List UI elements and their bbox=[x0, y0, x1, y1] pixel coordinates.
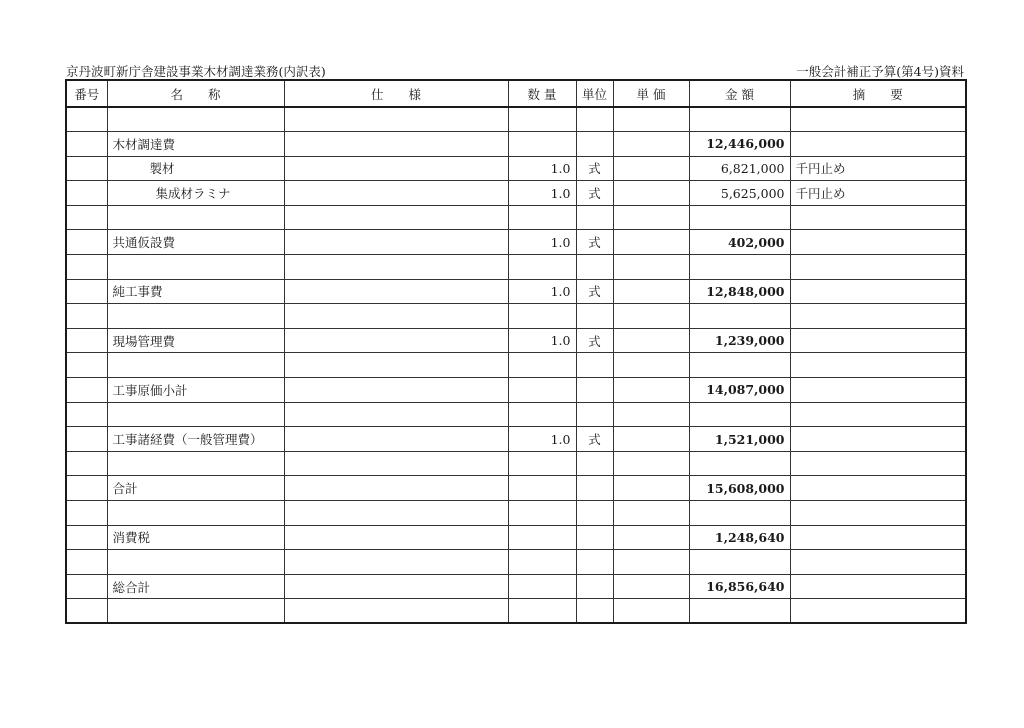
cell-spec bbox=[284, 574, 508, 599]
cell-note bbox=[790, 476, 966, 501]
table-row bbox=[66, 132, 966, 157]
table-row bbox=[66, 181, 966, 206]
cell-no bbox=[66, 476, 107, 501]
cell-amount bbox=[689, 550, 790, 575]
cell-spec bbox=[284, 427, 508, 452]
cell-qty bbox=[508, 402, 576, 427]
cell-price bbox=[613, 402, 689, 427]
cell-name: 木材調達費 bbox=[107, 132, 284, 157]
cell-spec bbox=[284, 402, 508, 427]
cell-spec bbox=[284, 279, 508, 304]
cell-qty bbox=[508, 378, 576, 403]
cell-amount: 16,856,640 bbox=[689, 574, 790, 599]
cell-name bbox=[107, 107, 284, 132]
cell-unit bbox=[576, 378, 613, 403]
cell-spec bbox=[284, 501, 508, 526]
cell-unit: 式 bbox=[576, 279, 613, 304]
table-row bbox=[66, 525, 966, 550]
cell-amount bbox=[689, 501, 790, 526]
cell-price bbox=[613, 205, 689, 230]
cell-price bbox=[613, 525, 689, 550]
cell-spec bbox=[284, 476, 508, 501]
cell-price bbox=[613, 328, 689, 353]
cell-no bbox=[66, 501, 107, 526]
table-row bbox=[66, 328, 966, 353]
header-qty: 数 量 bbox=[508, 80, 576, 107]
cell-price bbox=[613, 476, 689, 501]
table-row bbox=[66, 353, 966, 378]
cell-name: 総合計 bbox=[107, 574, 284, 599]
cell-price bbox=[613, 599, 689, 624]
table-row bbox=[66, 402, 966, 427]
cell-amount: 1,248,640 bbox=[689, 525, 790, 550]
cell-unit bbox=[576, 304, 613, 329]
cell-qty bbox=[508, 550, 576, 575]
cell-amount bbox=[689, 255, 790, 280]
cell-price bbox=[613, 156, 689, 181]
cell-spec bbox=[284, 353, 508, 378]
cell-name: 工事原価小計 bbox=[107, 378, 284, 403]
cell-name bbox=[107, 402, 284, 427]
cell-note bbox=[790, 427, 966, 452]
table-row bbox=[66, 205, 966, 230]
cell-amount bbox=[689, 451, 790, 476]
cell-name bbox=[107, 353, 284, 378]
table-row bbox=[66, 279, 966, 304]
cell-spec bbox=[284, 599, 508, 624]
cell-name bbox=[107, 501, 284, 526]
cell-note bbox=[790, 525, 966, 550]
cell-unit bbox=[576, 353, 613, 378]
cell-no bbox=[66, 550, 107, 575]
cell-name bbox=[107, 205, 284, 230]
document-title: 京丹波町新庁舎建設事業木材調達業務(内訳表) bbox=[66, 64, 326, 79]
cell-qty bbox=[508, 107, 576, 132]
cell-note bbox=[790, 230, 966, 255]
cell-note bbox=[790, 574, 966, 599]
cell-amount: 6,821,000 bbox=[689, 156, 790, 181]
cell-qty: 1.0 bbox=[508, 328, 576, 353]
cell-no bbox=[66, 599, 107, 624]
cell-name: 製材 bbox=[107, 156, 284, 181]
cell-spec bbox=[284, 205, 508, 230]
cell-name bbox=[107, 599, 284, 624]
cell-name: 現場管理費 bbox=[107, 328, 284, 353]
table-row bbox=[66, 550, 966, 575]
cell-qty: 1.0 bbox=[508, 279, 576, 304]
cell-amount: 5,625,000 bbox=[689, 181, 790, 206]
table-row bbox=[66, 304, 966, 329]
cell-price bbox=[613, 501, 689, 526]
cell-unit bbox=[576, 255, 613, 280]
cell-no bbox=[66, 525, 107, 550]
cell-qty bbox=[508, 574, 576, 599]
cell-amount bbox=[689, 205, 790, 230]
cell-amount bbox=[689, 599, 790, 624]
cell-no bbox=[66, 328, 107, 353]
header-note: 摘 要 bbox=[790, 80, 966, 107]
table-row bbox=[66, 156, 966, 181]
cell-unit bbox=[576, 550, 613, 575]
cell-price bbox=[613, 132, 689, 157]
cell-qty bbox=[508, 599, 576, 624]
cell-name: 共通仮設費 bbox=[107, 230, 284, 255]
cell-unit: 式 bbox=[576, 156, 613, 181]
cell-qty bbox=[508, 255, 576, 280]
cell-unit: 式 bbox=[576, 230, 613, 255]
cell-note bbox=[790, 107, 966, 132]
cell-no bbox=[66, 574, 107, 599]
cell-spec bbox=[284, 550, 508, 575]
cell-qty bbox=[508, 304, 576, 329]
cell-note bbox=[790, 304, 966, 329]
cell-note bbox=[790, 378, 966, 403]
cell-note bbox=[790, 402, 966, 427]
cell-note bbox=[790, 279, 966, 304]
cell-spec bbox=[284, 304, 508, 329]
cell-unit bbox=[576, 107, 613, 132]
cell-price bbox=[613, 279, 689, 304]
cell-qty bbox=[508, 476, 576, 501]
breakdown-table bbox=[65, 79, 967, 624]
cell-name: 集成材ラミナ bbox=[107, 181, 284, 206]
cell-spec bbox=[284, 451, 508, 476]
cell-note: 千円止め bbox=[790, 181, 966, 206]
cell-note bbox=[790, 255, 966, 280]
cell-name bbox=[107, 304, 284, 329]
cell-amount: 402,000 bbox=[689, 230, 790, 255]
cell-amount: 15,608,000 bbox=[689, 476, 790, 501]
cell-note: 千円止め bbox=[790, 156, 966, 181]
cell-spec bbox=[284, 378, 508, 403]
cell-price bbox=[613, 255, 689, 280]
cell-amount: 12,848,000 bbox=[689, 279, 790, 304]
cell-price bbox=[613, 353, 689, 378]
cell-no bbox=[66, 427, 107, 452]
header-unit: 単位 bbox=[576, 80, 613, 107]
table-row bbox=[66, 378, 966, 403]
cell-qty bbox=[508, 451, 576, 476]
cell-qty: 1.0 bbox=[508, 181, 576, 206]
header-amount: 金 額 bbox=[689, 80, 790, 107]
cell-no bbox=[66, 230, 107, 255]
cell-spec bbox=[284, 156, 508, 181]
cell-note bbox=[790, 205, 966, 230]
cell-amount bbox=[689, 353, 790, 378]
cell-no bbox=[66, 451, 107, 476]
cell-amount: 1,239,000 bbox=[689, 328, 790, 353]
cell-unit bbox=[576, 476, 613, 501]
cell-name bbox=[107, 255, 284, 280]
budget-reference: 一般会計補正予算(第4号)資料 bbox=[796, 64, 964, 79]
cell-name bbox=[107, 451, 284, 476]
cell-spec bbox=[284, 132, 508, 157]
cell-amount: 12,446,000 bbox=[689, 132, 790, 157]
cell-no bbox=[66, 132, 107, 157]
header-no: 番号 bbox=[66, 80, 107, 107]
cell-no bbox=[66, 156, 107, 181]
table-row bbox=[66, 451, 966, 476]
cell-qty: 1.0 bbox=[508, 427, 576, 452]
cell-unit bbox=[576, 402, 613, 427]
cell-price bbox=[613, 230, 689, 255]
cell-qty bbox=[508, 132, 576, 157]
cell-amount: 1,521,000 bbox=[689, 427, 790, 452]
cell-price bbox=[613, 451, 689, 476]
cell-unit: 式 bbox=[576, 427, 613, 452]
header-row bbox=[66, 80, 966, 107]
cell-name: 合計 bbox=[107, 476, 284, 501]
cell-unit bbox=[576, 501, 613, 526]
cell-name bbox=[107, 550, 284, 575]
cell-price bbox=[613, 427, 689, 452]
table-row bbox=[66, 501, 966, 526]
table-row bbox=[66, 476, 966, 501]
cell-note bbox=[790, 132, 966, 157]
cell-unit: 式 bbox=[576, 328, 613, 353]
cell-spec bbox=[284, 181, 508, 206]
cell-price bbox=[613, 550, 689, 575]
table-row bbox=[66, 107, 966, 132]
cell-unit bbox=[576, 132, 613, 157]
cell-qty: 1.0 bbox=[508, 230, 576, 255]
cell-note bbox=[790, 353, 966, 378]
cell-name: 消費税 bbox=[107, 525, 284, 550]
cell-no bbox=[66, 255, 107, 280]
cell-name: 工事諸経費（一般管理費） bbox=[107, 427, 284, 452]
table-row bbox=[66, 230, 966, 255]
header-name: 名 称 bbox=[107, 80, 284, 107]
cell-price bbox=[613, 378, 689, 403]
cell-unit bbox=[576, 205, 613, 230]
cell-amount bbox=[689, 304, 790, 329]
table-body bbox=[66, 107, 966, 623]
cell-no bbox=[66, 353, 107, 378]
cell-spec bbox=[284, 328, 508, 353]
cell-qty: 1.0 bbox=[508, 156, 576, 181]
cell-no bbox=[66, 402, 107, 427]
cell-spec bbox=[284, 107, 508, 132]
cell-qty bbox=[508, 353, 576, 378]
cell-price bbox=[613, 574, 689, 599]
cell-no bbox=[66, 378, 107, 403]
cell-amount bbox=[689, 402, 790, 427]
cell-qty bbox=[508, 501, 576, 526]
cell-no bbox=[66, 181, 107, 206]
cell-amount: 14,087,000 bbox=[689, 378, 790, 403]
table-row bbox=[66, 255, 966, 280]
cell-note bbox=[790, 599, 966, 624]
cell-unit bbox=[576, 574, 613, 599]
cell-unit bbox=[576, 451, 613, 476]
cell-no bbox=[66, 279, 107, 304]
cell-spec bbox=[284, 255, 508, 280]
cell-name: 純工事費 bbox=[107, 279, 284, 304]
cell-note bbox=[790, 328, 966, 353]
cell-note bbox=[790, 501, 966, 526]
cell-unit bbox=[576, 599, 613, 624]
table-row bbox=[66, 427, 966, 452]
cell-unit bbox=[576, 525, 613, 550]
cell-note bbox=[790, 451, 966, 476]
cell-spec bbox=[284, 525, 508, 550]
cell-price bbox=[613, 107, 689, 132]
cell-note bbox=[790, 550, 966, 575]
cell-no bbox=[66, 205, 107, 230]
cell-qty bbox=[508, 205, 576, 230]
cell-spec bbox=[284, 230, 508, 255]
cell-amount bbox=[689, 107, 790, 132]
cell-no bbox=[66, 304, 107, 329]
table-row bbox=[66, 599, 966, 624]
cell-price bbox=[613, 181, 689, 206]
cell-no bbox=[66, 107, 107, 132]
header-spec: 仕 様 bbox=[284, 80, 508, 107]
cell-unit: 式 bbox=[576, 181, 613, 206]
table-row bbox=[66, 574, 966, 599]
cell-price bbox=[613, 304, 689, 329]
cell-qty bbox=[508, 525, 576, 550]
header-price: 単 価 bbox=[613, 80, 689, 107]
